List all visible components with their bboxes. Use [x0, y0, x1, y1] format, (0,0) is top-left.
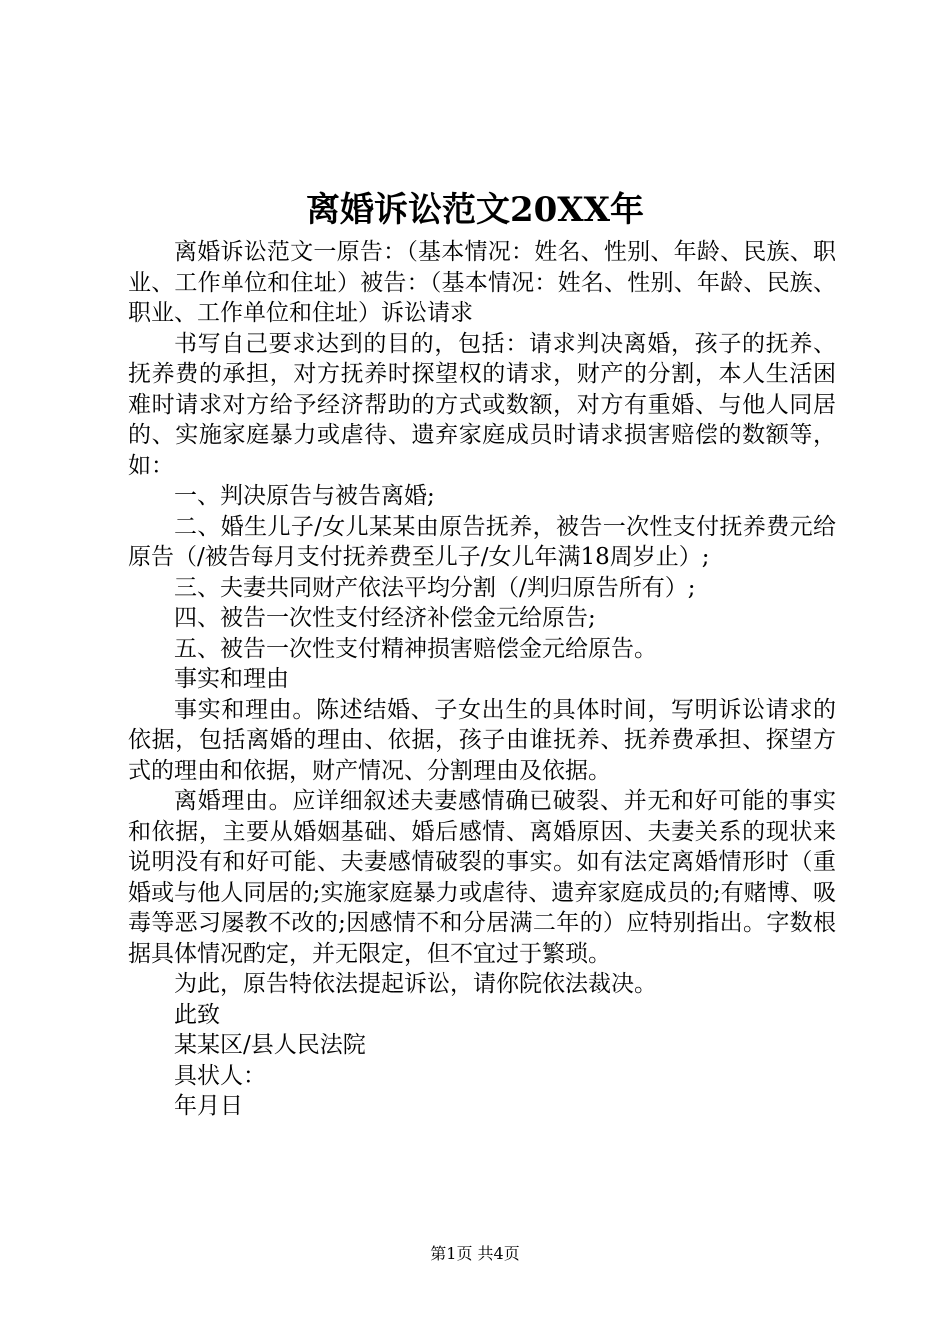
section-heading-facts: 事实和理由 [174, 666, 289, 692]
document-body [128, 237, 836, 1122]
paragraph-claims-intro: 书写自己要求达到的目的，包括：请求判决离婚，孩子的抚养、抚养费的承担，对方抚养时探望权的请求，财产的分割，本人生活困难时请求对方给予经济帮助的方式或数额，对方有重婚、与他人同居的、实施家庭暴力或虐待、遗弃家庭成员时请求损害赔偿的数额等，如： [128, 330, 836, 479]
paragraph-request: 为此，原告特依法提起诉讼，请你院依法裁决。 [174, 971, 657, 997]
claim-item-1: 一、判决原告与被告离婚; [174, 483, 435, 509]
paragraph-parties: 离婚诉讼范文一原告：（基本情况：姓名、性别、年龄、民族、职业、工作单位和住址）被告：（基本情况：姓名、性别、年龄、民族、职业、工作单位和住址）诉讼请求 [128, 239, 836, 326]
paragraph-divorce-reasons: 离婚理由。应详细叙述夫妻感情确已破裂、并无和好可能的事实和依据，主要从婚姻基础、婚后感情、离婚原因、夫妻关系的现状来说明没有和好可能、夫妻感情破裂的事实。如有法定离婚情形时（重婚或与他人同居的;实施家庭暴力或虐待、遗弃家庭成员的;有赌博、吸毒等恶习屡教不改的;因感情不和分居满二年的）应特别指出。字数根据具体情况酌定，并无限定，但不宜过于繁琐。 [128, 788, 836, 967]
closing-salutation: 此致 [174, 1001, 220, 1028]
document-title: 离婚诉讼范文20XX年 [305, 190, 645, 230]
claim-item-4: 四、被告一次性支付经济补偿金元给原告; [174, 605, 596, 631]
claim-item-3: 三、夫妻共同财产依法平均分割（/判归原告所有）; [174, 574, 696, 601]
signature-line: 具状人： [174, 1062, 266, 1089]
claim-item-5: 五、被告一次性支付精神损害赔偿金元给原告。 [174, 635, 657, 662]
page-footer: 第1页 共4页 [430, 1244, 520, 1263]
court-name: 某某区/县人民法院 [174, 1032, 366, 1058]
paragraph-facts: 事实和理由。陈述结婚、子女出生的具体时间，写明诉讼请求的依据，包括离婚的理由、依据，孩子由谁抚养、抚养费承担、探望方式的理由和依据，财产情况、分割理由及依据。 [128, 696, 836, 784]
date-line: 年月日 [174, 1093, 243, 1119]
claim-item-2: 二、婚生儿子/女儿某某由原告抚养，被告一次性支付抚养费元给原告（/被告每月支付抚养费至儿子/女儿年满18周岁止）; [128, 513, 836, 570]
